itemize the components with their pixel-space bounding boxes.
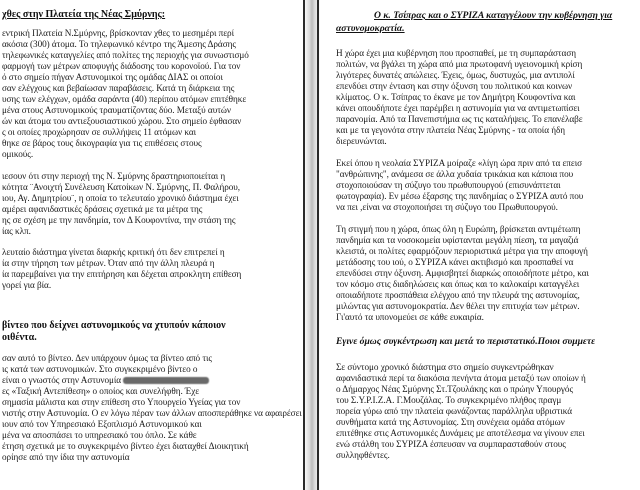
text-line: έτηση σχετικά με το συγκεκριμένο βίντεο έχει διαταχθεί Διοικητική bbox=[2, 441, 249, 451]
text-line: κλίματος. Ο κ. Τσίπρας το έκανε με τον Δημήτρη Κουφοντίνα και bbox=[336, 92, 576, 102]
text-line: ορίησε από την ίδια την αστυνομία bbox=[2, 452, 130, 462]
right-page bbox=[320, 0, 640, 490]
text-line: μένα στους Αστυνομικούς τραυματίζοντας δύο. Μεταξύ αυτών bbox=[2, 105, 231, 115]
text-fragment: είναι ο γνωστός στην Αστυνομία bbox=[2, 375, 122, 385]
text-line: αφανιδαστικά περί τα διακόσια πενήντα άτομα μεταξύ των οποίων ή bbox=[336, 373, 586, 383]
text-line: Σε σύντομο χρονικό διάστημα στο σημείο συγκεντρώθηκαν bbox=[336, 362, 554, 372]
text-line: στοχοποιούσαν τη σύζυγο του πρωθυπουργού (επισυνάπτεται bbox=[336, 180, 561, 190]
right-title-line-2: αστυνομοκρατία. bbox=[336, 23, 405, 34]
text-line: ία παρεμβαίνει για την επιτήρηση και δέχεται απροκλητη επίθεση bbox=[2, 269, 242, 279]
text-line: και με τα γεγονότα στην πλατεία Νέας Σμύρνης - τα οποία ήδη bbox=[336, 125, 566, 135]
text-line: λιγότερες δυνατές απώλειες. Έχεις, όμως, δυστυχώς, μια αντιπολί bbox=[336, 70, 575, 80]
text-line: ις κατά των αστυνομικών. Στο συγκεκριμένο βίντεο ο bbox=[2, 364, 198, 374]
text-line bbox=[2, 375, 209, 386]
text-line: "ανθρώπινης", ανάμεσα σε άλλα χυδαία τρικάκια και κάποια που bbox=[336, 169, 574, 179]
text-line: υσης των ελέγχων, ομάδα σαράντα (40) περίπου ατόμων επιτέθηκε bbox=[2, 94, 247, 104]
text-line: διερευνώνται. bbox=[336, 136, 387, 146]
right-page-edge bbox=[317, 0, 319, 490]
text-line: επιτέθηκε στις Αστυνομικές Δυνάμεις με αποτέλεσμα να γίνουν επει bbox=[336, 428, 585, 438]
left-heading-2-line-2: οιθέντα. bbox=[2, 332, 37, 343]
text-line: κάνει οπουδήποτε έχει παρέμβει η αστυνομία για να αντιμετωπίσει bbox=[336, 103, 580, 113]
text-line: ακόσια (300) άτομα. Το τηλεφωνικό κέντρο της Άμεσης Δράσης bbox=[2, 39, 236, 49]
text-line: κότητα ¨Ανοιχτή Συνέλευση Κατοίκων Ν. Σμύρνης, Π. Φαλήρου, bbox=[2, 182, 241, 192]
text-line: ία στην τήρηση των μέτρων. Όταν από την άλλη πλευρά η bbox=[2, 258, 215, 268]
text-line: ίας κλπ. bbox=[2, 226, 31, 236]
text-line: Τη στιγμή που η χώρα, όπως όλη η Ευρώπη, βρίσκεται αντιμέτωπη bbox=[336, 224, 581, 234]
text-line: πορεία γύρω από την πλατεία φωνάζοντας παράλληλα υβριστικά bbox=[336, 406, 573, 416]
redaction-bar bbox=[123, 377, 209, 384]
text-line: νιστής στην Αστυνομία. Ο εν λόγω πέραν των άλλων αποσπεράθηκε να αφαιρέσει bbox=[2, 408, 302, 418]
left-heading-2-line-1: βίντεο που δείχνει αστυνομικούς να χτυπούν κάποιον bbox=[2, 320, 226, 331]
text-line: εντρική Πλατεία Ν.Σμύρνης, βρίσκονταν χθες το μεσημέρι περί bbox=[2, 28, 235, 38]
text-line: Εκεί όπου η νεολαία ΣΥΡΙΖΑ μοίραζε «λίγη ώρα πριν από τα επεισ bbox=[336, 158, 583, 168]
text-line: να πει ,είναι να στοχοποιήσει τη σύζυγο του Πρωθυπουργού. bbox=[336, 202, 558, 212]
text-line: ιουν από τον Υπηρεσιακό Εξοπλισμό Αστυνομικού και bbox=[2, 419, 202, 429]
left-title: χθες στην Πλατεία της Νέας Σμύρνης: bbox=[2, 9, 166, 20]
text-line: πανδημία και τα νοσοκομεία υφίστανται μεγάλη πίεση, τα μαγαζιά bbox=[336, 235, 579, 245]
left-page bbox=[0, 0, 304, 490]
text-line: ενώ στάλθη του ΣΥΡΙΖΑ έσπευσαν να συμπαρασταθούν στους bbox=[336, 439, 566, 449]
text-line: σημασία μάλιστα και στην επίθεση στο Υπουργείο Υγείας για τον bbox=[2, 397, 241, 407]
text-line: συνθήματα κατά της Αστυνομίας. Στη συνέχεια ομάδα ατόμων bbox=[336, 417, 565, 427]
right-subtitle: Εγινε όμως συγκέντρωση και μετά το περιστατικό.Ποιοι συμμετε bbox=[336, 336, 596, 347]
text-line: ιεσουν ότι στην περιοχή της Ν. Σμύρνης δραστηριοποιείται η bbox=[2, 171, 226, 181]
text-line: επενδύει στην ένταση και στην όξυνση του πολιτικού και κοινων bbox=[336, 81, 573, 91]
text-line: ομικούς. bbox=[2, 149, 34, 159]
text-line: κλειστά, οι πολίτες εφαρμόζουν περιοριστικά μέτρα για την αποφυγή bbox=[336, 246, 588, 256]
text-line: ς οι οποίες προχώρησαν σε συλλήψεις 11 ατόμων και bbox=[2, 127, 197, 137]
text-line: μιλώντας για αστυνομοκρατία. Δεν θέλει την επιτυχία των μέτρων. bbox=[336, 301, 580, 311]
text-line: ών και άτομα του αντιεξουσιαστικού χώρου. Στο σημείο έφθασαν bbox=[2, 116, 242, 126]
text-line: ο Δήμαρχος Νέας Σμύρνης Στ.Τζουλάκης και ο πρώην Υπουργός bbox=[336, 384, 574, 394]
text-line: μένα να αποσπάσει το υπηρεσιακό του όπλο. Σε κάθε bbox=[2, 430, 197, 440]
text-line: Γι'αυτό τα υπονομεύει σε κάθε ευκαιρία. bbox=[336, 312, 484, 322]
right-title-line-1: Ο κ. Τσίπρας και ο ΣΥΡΙΖΑ καταγγέλουν την κυβέρνηση για bbox=[374, 10, 613, 21]
text-line: του Σ.Υ.Ρ.Ι.Ζ.Α. Γ.Μουζάλας. Το συγκεκριμένο πλήθος πραγμ bbox=[336, 395, 562, 405]
text-line: παρανομία. Από τα Πανεπιστήμια ως τις καταλήψεις. Το επανέλαβε bbox=[336, 114, 583, 124]
text-line: λευταίο διάστημα γίνεται διαρκής κριτική ότι δεν επιτρεπεί η bbox=[2, 247, 225, 257]
text-line: θηκε σε βάρος τους δικογραφία για τις επιθέσεις στους bbox=[2, 138, 202, 148]
text-line: ες «Ταξική Αντεπίθεση» ο οποίος και συνελήφθη. Έχε bbox=[2, 386, 200, 396]
text-line: ης σε σχέση με την πανδημία, τον Δ Κουφοντίνα, την στάση της bbox=[2, 215, 236, 225]
text-line: συλληφθέντες. bbox=[336, 450, 390, 460]
text-line: ιου, Αγ. Δημητρίου¨, η οποία το τελευταίο χρονικό διάστημα έχει bbox=[2, 193, 239, 203]
text-line: τηλεφωνικές καταγγελίες από πολίτες της περιοχής για συνωστισμό bbox=[2, 50, 249, 60]
text-line: ό στο σημείο πήγαν Αστυνομικοί της ομάδας ΔΙΑΣ οι οποίοι bbox=[2, 72, 223, 82]
text-line: οποιαδήποτε προσπάθεια ελέγχου από την πλευρά της αστυνομίας, bbox=[336, 290, 580, 300]
left-page-edge bbox=[303, 0, 305, 490]
text-line: τον κόσμο στις διαδηλώσεις και όπως και το καλοκαίρι καταγγέλει bbox=[336, 279, 580, 289]
text-line: σαν ελέγχους και βεβαίωσαν παραβάσεις. Κατά τη διάρκεια της bbox=[2, 83, 235, 93]
text-line: αμέρει αφανιδαστικές δράσεις σχετικά με τα μέτρα της bbox=[2, 204, 203, 214]
text-line: σαν αυτό το βίντεο. Δεν υπάρχουν όμως τα βίντεο από τις bbox=[2, 353, 212, 363]
text-line: φαρμογή των μέτρων αποφυγής διάδοσης του κορονοϊού. Για τον bbox=[2, 61, 241, 71]
text-line: πολιτών, να βγάλει τη χώρα από μια πρωτοφανή υγειονομική κρίση bbox=[336, 59, 583, 69]
text-line: Η χώρα έχει μια κυβέρνηση που προσπαθεί, με τη συμπαράσταση bbox=[336, 48, 576, 58]
text-line: μετάδοσης του ιού, ο ΣΥΡΙΖΑ κάνει ακτιβισμό και προσπαθεί να bbox=[336, 257, 574, 267]
text-line: γορεί για βία. bbox=[2, 280, 52, 290]
text-line: φωτογραφία). Εν μέσω έξαρσης της πανδημίας ο ΣΥΡΙΖΑ αυτό που bbox=[336, 191, 584, 201]
text-line: επενδύσει στην όξυνση. Αμφισβητεί διαρκώς οποιοδήποτε μέτρο, και bbox=[336, 268, 589, 278]
